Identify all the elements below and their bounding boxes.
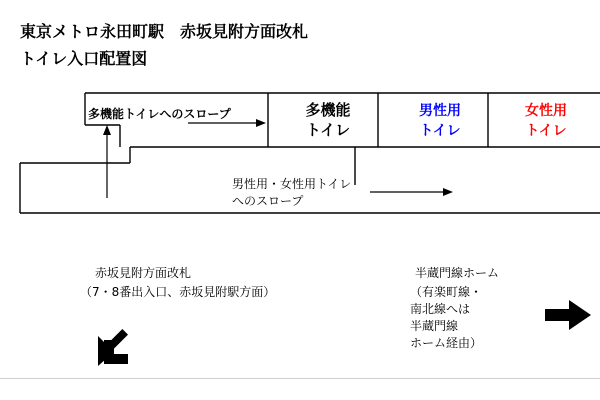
- caption-hanzomon-sub-line4: ホーム経由）: [410, 336, 483, 350]
- caption-gate: 赤坂見附方面改札: [95, 266, 192, 280]
- slope-label-male-female: [232, 176, 351, 210]
- room-label-female: [496, 101, 596, 141]
- caption-hanzomon-platform-sub: [410, 284, 482, 352]
- page-title-line1: 東京メトロ永田町駅 赤坂見附方面改札: [20, 22, 309, 41]
- arrow-down-left-icon: [90, 320, 150, 370]
- caption-gate-sub: （7・8番出入口、赤坂見附駅方面）: [80, 285, 276, 299]
- room-label-multipurpose: [278, 100, 378, 140]
- caption-hanzomon-sub-line2: 南北線へは: [410, 302, 471, 316]
- slope-label-male-female-line1: 男性用・女性用トイレ: [232, 177, 352, 191]
- room-label-female-line1: 女性用: [525, 103, 567, 119]
- room-label-multipurpose-line2: トイレ: [305, 121, 351, 139]
- page-title-line2: トイレ入口配置図: [20, 49, 148, 68]
- caption-hanzomon-sub-line3: 半蔵門線: [410, 319, 459, 333]
- room-label-multipurpose-line1: 多機能: [305, 101, 351, 119]
- room-label-male-line1: 男性用: [419, 103, 461, 119]
- caption-hanzomon-platform: 半蔵門線ホーム: [415, 266, 500, 280]
- slope-label-multipurpose: 多機能トイレへのスロープ: [88, 107, 231, 121]
- slope-label-male-female-line2: へのスロープ: [232, 194, 304, 208]
- bottom-divider: [0, 378, 600, 379]
- room-label-male: [390, 101, 490, 141]
- room-label-male-line2: トイレ: [419, 123, 461, 139]
- room-label-female-line2: トイレ: [525, 123, 567, 139]
- caption-hanzomon-sub-line1: （有楽町線・: [410, 285, 483, 299]
- arrow-right-icon: [545, 298, 593, 332]
